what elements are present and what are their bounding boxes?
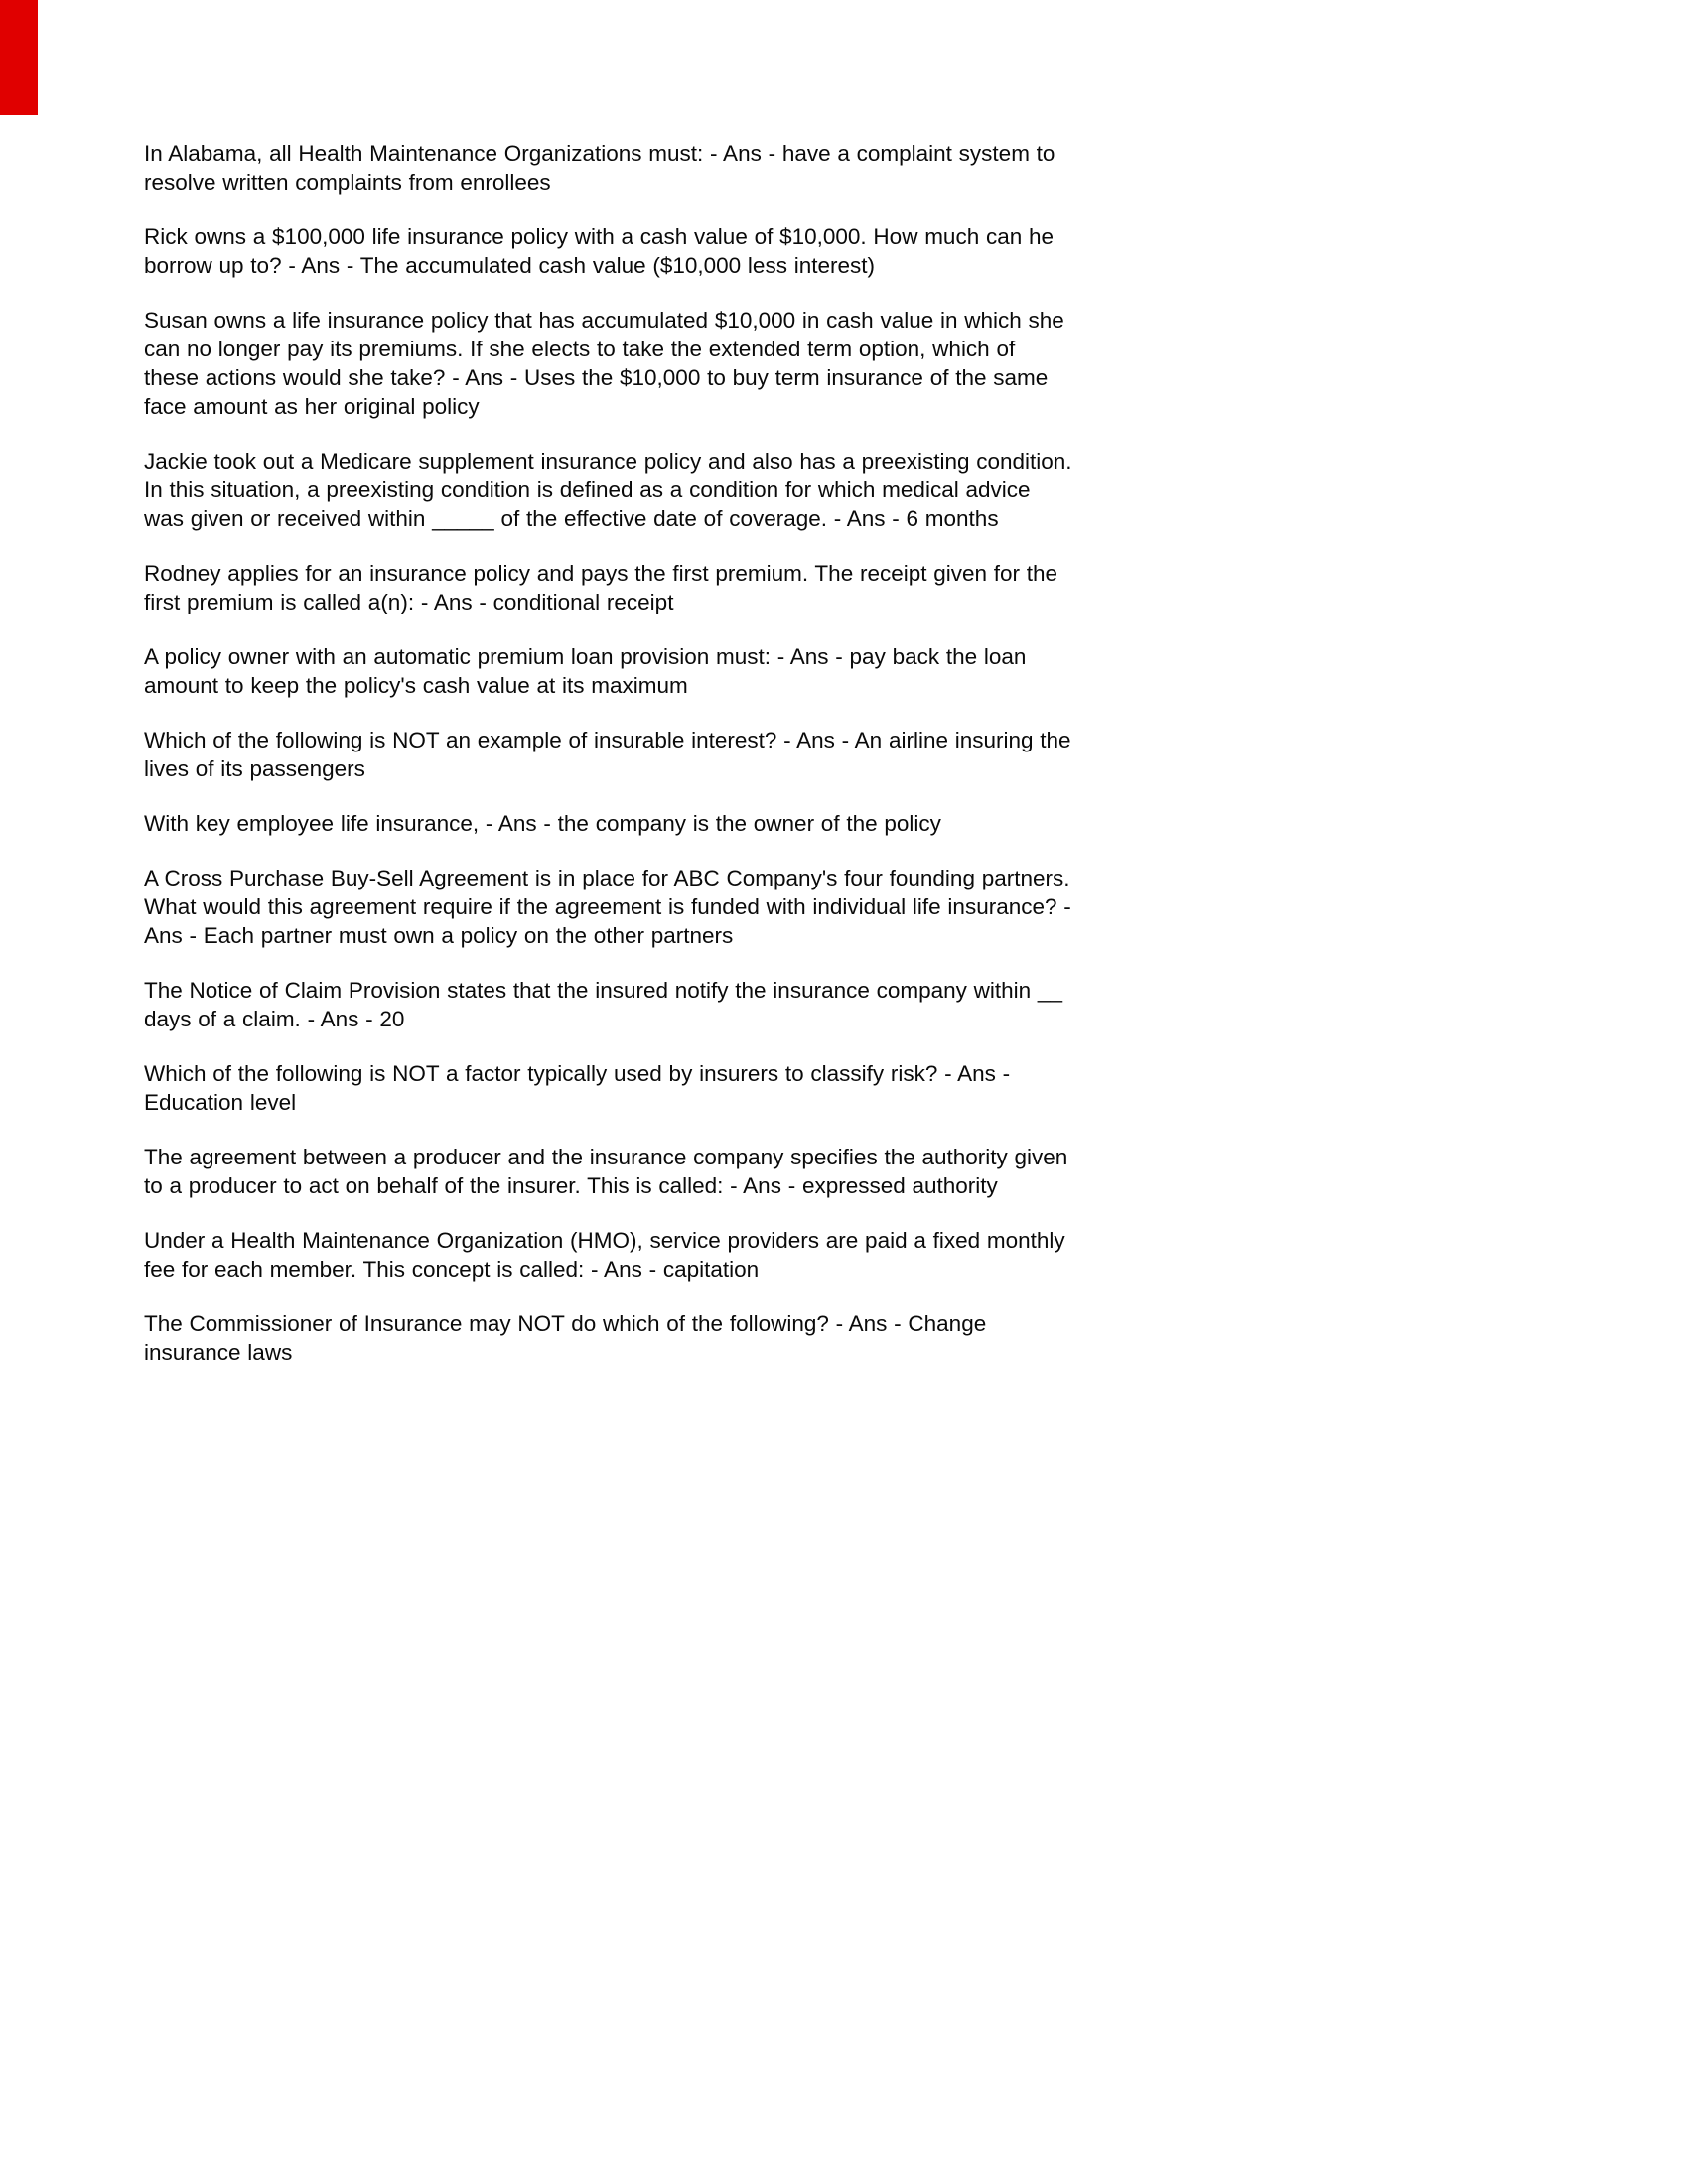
qa-paragraph: A policy owner with an automatic premium loan provision must: - Ans - pay back the loan amount to keep the policy's cash value at its maximum bbox=[144, 644, 1027, 698]
qa-paragraph: A Cross Purchase Buy-Sell Agreement is in place for ABC Company's four founding partners. What would this agreement require if the agreement is funded with individual life insurance? - Ans - Each partner must own a policy on the other partners bbox=[144, 866, 1071, 948]
text-content bbox=[144, 139, 1072, 1393]
qa-paragraph: The agreement between a producer and the insurance company specifies the authority given to a producer to act on behalf of the insurer. This is called: - Ans - expressed authority bbox=[144, 1145, 1068, 1198]
qa-paragraph: Susan owns a life insurance policy that has accumulated $10,000 in cash value in which she can no longer pay its premiums. If she elects to take the extended term option, which of these actions would she take? - Ans - Uses the $10,000 to buy term insurance of the same face amount as her original policy bbox=[144, 308, 1064, 419]
qa-paragraph: The Notice of Claim Provision states that the insured notify the insurance company within __ days of a claim. - Ans - 20 bbox=[144, 978, 1062, 1031]
qa-paragraph: Which of the following is NOT a factor typically used by insurers to classify risk? - Ans - Education level bbox=[144, 1061, 1011, 1115]
qa-paragraph: Rodney applies for an insurance policy and pays the first premium. The receipt given for the first premium is called a(n): - Ans - conditional receipt bbox=[144, 561, 1058, 614]
qa-paragraph: Which of the following is NOT an example of insurable interest? - Ans - An airline insuring the lives of its passengers bbox=[144, 728, 1071, 781]
qa-paragraph: The Commissioner of Insurance may NOT do which of the following? - Ans - Change insurance laws bbox=[144, 1311, 987, 1365]
qa-paragraph: In Alabama, all Health Maintenance Organizations must: - Ans - have a complaint system to resolve written complaints from enrollees bbox=[144, 141, 1055, 195]
qa-paragraph: Rick owns a $100,000 life insurance policy with a cash value of $10,000. How much can he borrow up to? - Ans - The accumulated cash value ($10,000 less interest) bbox=[144, 224, 1055, 278]
qa-paragraph: With key employee life insurance, - Ans - the company is the owner of the policy bbox=[144, 811, 941, 836]
qa-paragraph: Under a Health Maintenance Organization (HMO), service providers are paid a fixed monthly fee for each member. This concept is called: - Ans - capitation bbox=[144, 1228, 1065, 1282]
qa-paragraph: Jackie took out a Medicare supplement insurance policy and also has a preexisting condition. In this situation, a preexisting condition is defined as a condition for which medical advice was given or received within _____ of the effective date of coverage. - Ans - 6 months bbox=[144, 449, 1072, 531]
red-corner-mark bbox=[0, 0, 38, 115]
